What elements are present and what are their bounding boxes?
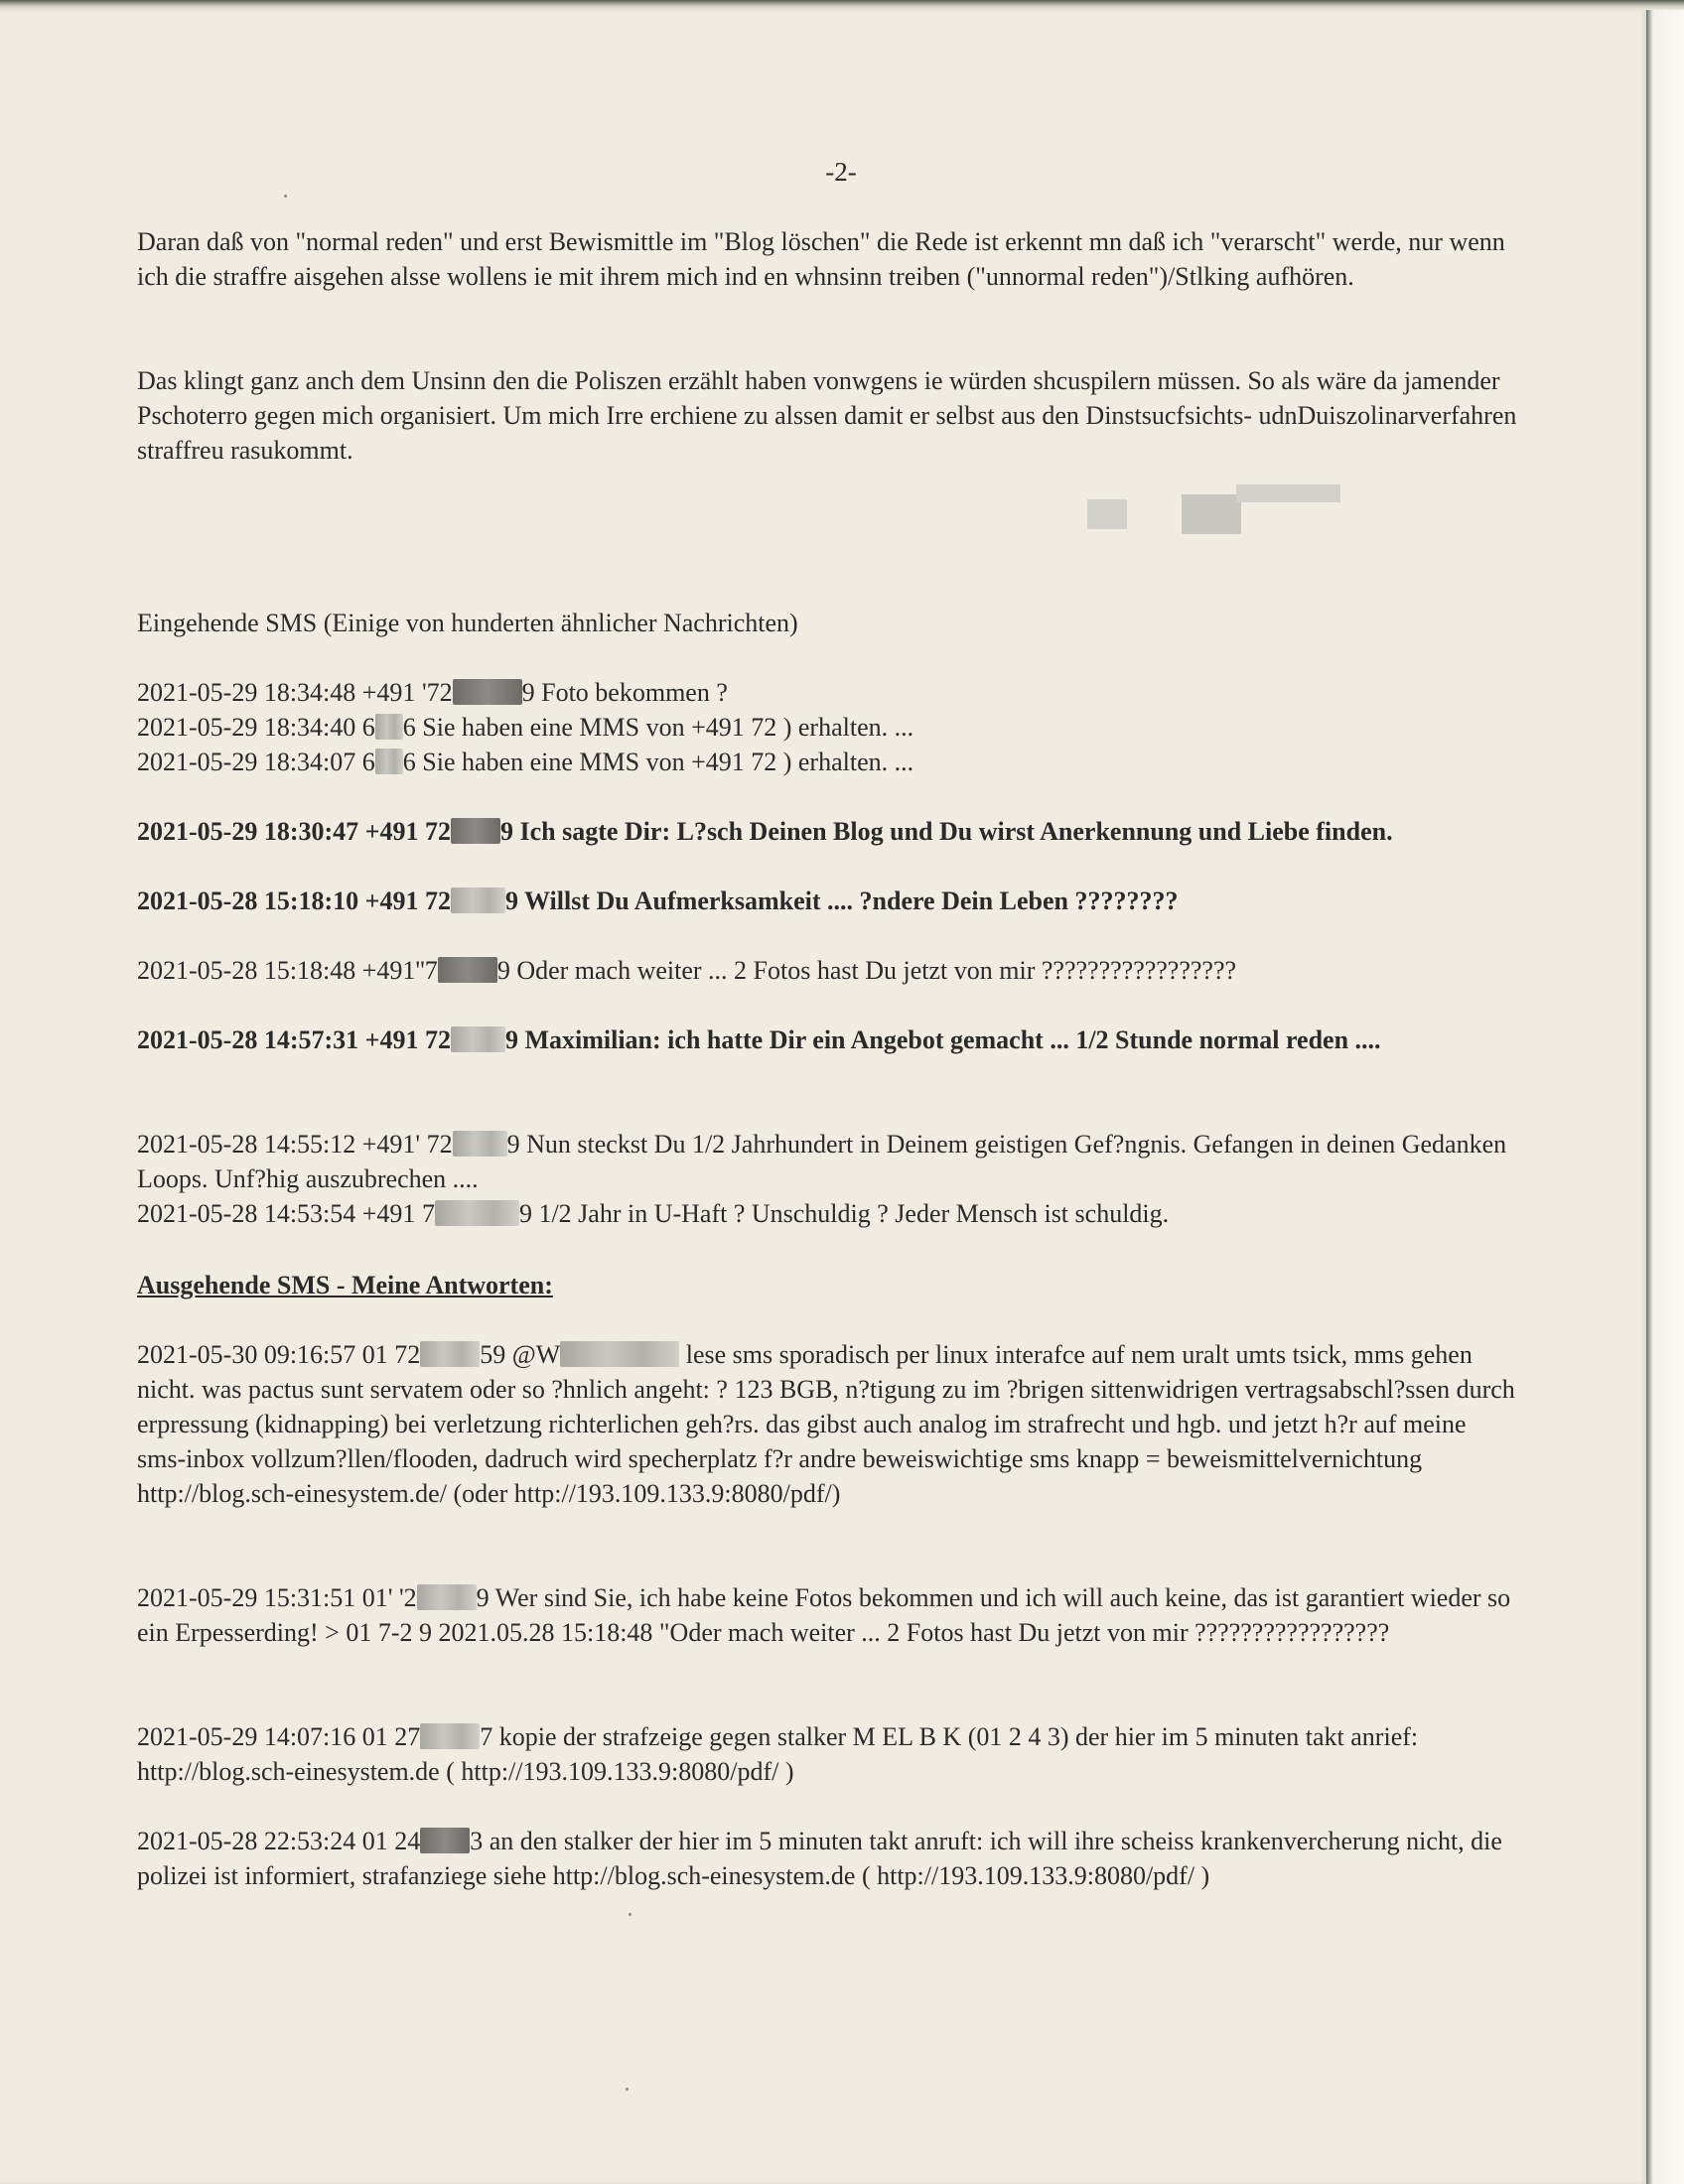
incoming-message-highlight <box>137 1023 1517 1057</box>
redaction <box>420 1828 470 1853</box>
incoming-message-highlight <box>137 884 1517 918</box>
sms-line: 2021-05-29 15:31:51 01' '2 9 Wer sind Sie, ich habe keine Fotos bekommen und ich will auch keine, das ist garantiert wieder so ein Erpesserding! > 01 7-2 9 2021.05.28 15:18:48 "Oder mach weiter ... 2 Fotos hast Du jetzt von mir ????????????????? <box>137 1583 1511 1647</box>
incoming-message <box>137 745 1517 779</box>
outgoing-message <box>137 1337 1517 1511</box>
sms-line: 2021-05-29 14:07:16 01 27 7 kopie der strafzeige gegen stalker M EL B K (01 2 4 3) der hier im 5 minuten takt anrief: http://blog.sch-einesystem.de ( http://193.109.133.9:8080/pdf/ ) <box>137 1722 1419 1786</box>
sms-line: 2021-05-28 14:53:54 +491 7 9 1/2 Jahr in U-Haft ? Unschuldig ? Jeder Mensch ist schuldig. <box>137 1199 1170 1228</box>
sms-line: 2021-05-28 14:57:31 +491 72 9 Maximilian: ich hatte Dir ein Angebot gemacht ... 1/2 Stunde normal reden .... <box>137 1025 1381 1054</box>
scanner-edge <box>1646 10 1684 2184</box>
outgoing-heading <box>137 1268 1517 1302</box>
redacted-signature <box>1087 484 1345 539</box>
sms-line: 2021-05-28 22:53:24 01 24 3 an den stalker der hier im 5 minuten takt anruft: ich will ihre scheiss krankenvercherung nicht, die polizei ist informiert, strafanziege siehe http://blog.sch-einesystem.de ( http://193.109.133.9:8080/pdf/ ) <box>137 1827 1502 1890</box>
redaction <box>438 957 497 983</box>
sms-line: 2021-05-28 15:18:10 +491 72 9 Willst Du Aufmerksamkeit .... ?ndere Dein Leben ???????? <box>137 887 1179 915</box>
redaction <box>420 1341 480 1367</box>
incoming-message <box>137 675 1517 710</box>
scan-speck <box>629 1913 632 1916</box>
outgoing-message <box>137 1824 1517 1893</box>
heading-text: Ausgehende SMS - Meine Antworten: <box>137 1271 553 1299</box>
page-number: -2- <box>825 157 857 187</box>
paragraph-text: Das klingt ganz anch dem Unsinn den die Poliszen erzählt haben vonwgens ie würden shcuspilern müssen. So als wäre da jamender Pschoterro gegen mich organisiert. Um mich Irre erchiene zu alssen damit er selbst aus den Dinstsucfsichts- udnDuiszolinarverfahren straffreu rasukommt. <box>137 366 1517 465</box>
intro-paragraph-1 <box>137 224 1517 294</box>
redaction <box>417 1584 477 1610</box>
redaction <box>435 1200 519 1226</box>
scan-top-edge <box>0 0 1684 10</box>
heading-text: Eingehende SMS (Einige von hunderten ähnlicher Nachrichten) <box>137 609 798 637</box>
sms-line: 2021-05-29 18:34:07 6 6 Sie haben eine MMS von +491 72 ) erhalten. ... <box>137 748 914 776</box>
redaction <box>375 749 403 774</box>
incoming-message <box>137 1196 1517 1231</box>
sms-line: 2021-05-28 14:55:12 +491' 72 9 Nun steckst Du 1/2 Jahrhundert in Deinem geistigen Gef?ngnis. Gefangen in deinen Gedanken Loops. Unf?hig auszubrechen .... <box>137 1130 1507 1193</box>
scan-speck <box>626 2088 629 2091</box>
incoming-message-highlight <box>137 814 1517 849</box>
sms-line: 2021-05-29 18:30:47 +491 72 9 Ich sagte Dir: L?sch Deinen Blog und Du wirst Anerkennung und Liebe finden. <box>137 817 1393 846</box>
redaction <box>560 1341 679 1367</box>
incoming-message <box>137 1127 1517 1196</box>
redaction <box>451 1026 505 1052</box>
scan-speck <box>284 195 287 198</box>
incoming-message <box>137 953 1517 988</box>
redaction <box>453 679 522 705</box>
redaction <box>453 1131 507 1157</box>
outgoing-message <box>137 1580 1517 1650</box>
redaction <box>375 714 403 740</box>
redaction <box>451 887 505 913</box>
redaction <box>451 818 500 844</box>
paragraph-text: Daran daß von "normal reden" und erst Bewismittle im "Blog löschen" die Rede ist erkennt mn daß ich "verarscht" werde, nur wenn ich die straffre aisgehen alsse wollens ie mit ihrem mich ind en whnsinn treiben ("unnormal reden")/Stlking aufhören. <box>137 227 1505 291</box>
incoming-heading <box>137 606 1517 640</box>
intro-paragraph-2 <box>137 363 1517 468</box>
redaction <box>420 1723 480 1749</box>
sms-line: 2021-05-30 09:16:57 01 72 59 @W lese sms sporadisch per linux interafce auf nem uralt umts tsick, mms gehen nicht. was pactus sunt servatem oder so ?hnlich angeht: ? 123 BGB, n?tigung zu im ?brigen sittenwidrigen vertragsabschl?ssen durch erpressung (kidnapping) bei verletzung richterlichen geh?rs. das gibst auch analog im strafrecht und hgb. und jetzt h?r auf meine sms-inbox vollzum?llen/flooden, dadruch wird specherplatz f?r andre beweiswichtige sms knapp = beweismittelvernichtung http://blog.sch-einesystem.de/ (oder http://193.109.133.9:8080/pdf/) <box>137 1340 1515 1508</box>
incoming-message <box>137 710 1517 745</box>
outgoing-message <box>137 1719 1517 1789</box>
sms-line: 2021-05-29 18:34:48 +491 '72 9 Foto bekommen ? <box>137 678 728 707</box>
sms-line: 2021-05-29 18:34:40 6 6 Sie haben eine MMS von +491 72 ) erhalten. ... <box>137 713 914 742</box>
sms-line: 2021-05-28 15:18:48 +491''7 9 Oder mach weiter ... 2 Fotos hast Du jetzt von mir ????????????????? <box>137 956 1237 985</box>
